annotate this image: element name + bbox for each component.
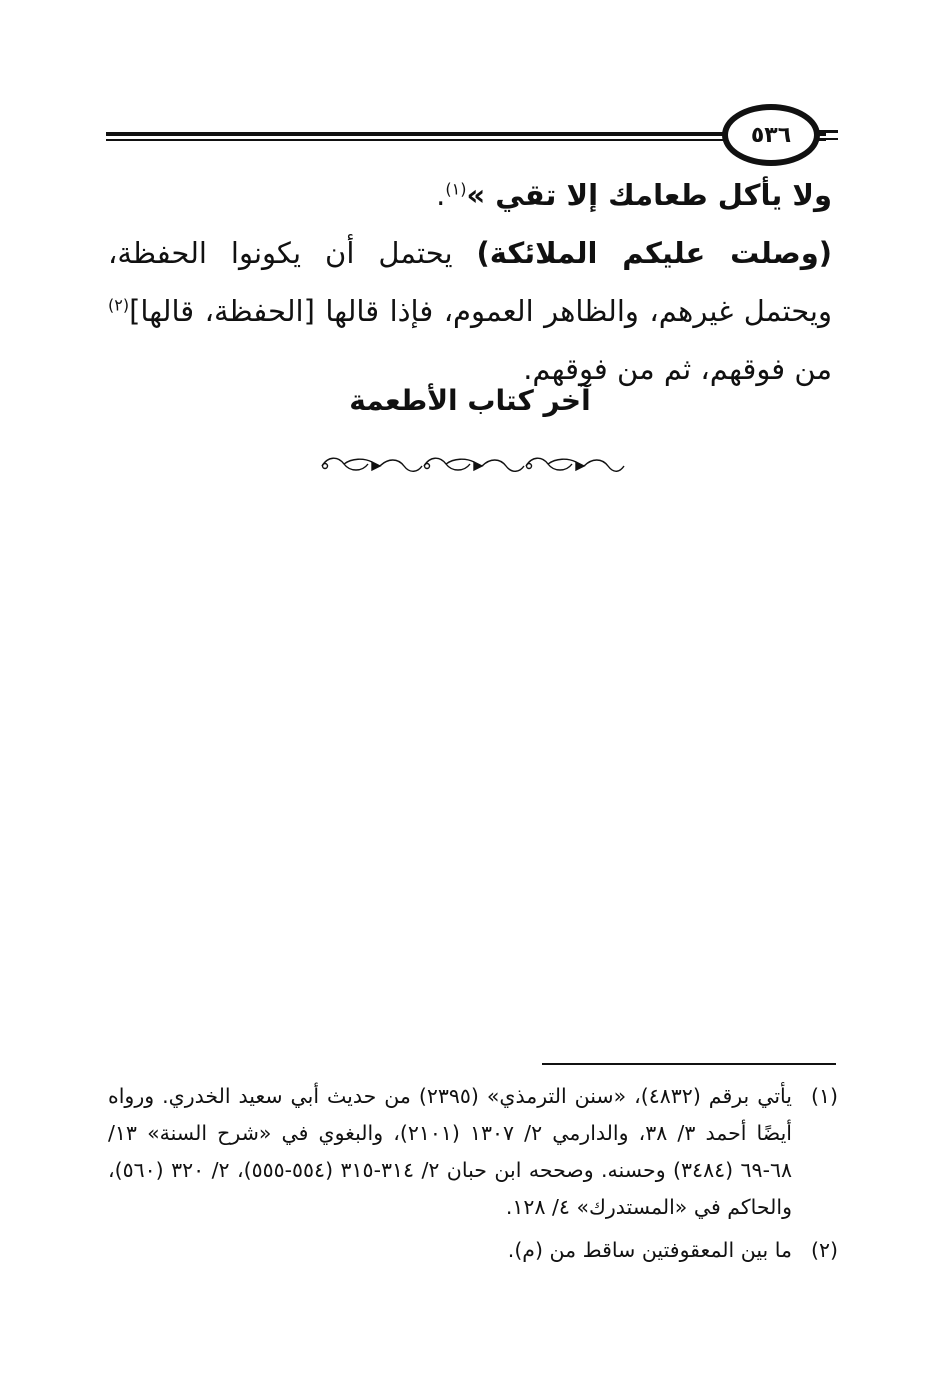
footnote-2 (108, 1232, 838, 1269)
line1-period: . (436, 178, 446, 212)
footnote-2-text: ما بين المعقوفتين ساقط من (م). (507, 1238, 792, 1262)
paragraph-1 (108, 166, 832, 224)
footnotes (108, 1078, 838, 1275)
footnote-2-number: (٢) (810, 1238, 838, 1262)
section-end-heading: آخر كتاب الأطعمة (349, 384, 591, 417)
footnote-1 (108, 1078, 838, 1226)
ornament-motif-center (424, 458, 524, 471)
ornament-divider (318, 452, 628, 480)
commentary-text-a: يحتمل أن يكونوا الحفظة، ويحتمل غيرهم، والظاهر العموم، فإذا قالها [الحفظة، قالها] (108, 236, 832, 328)
page-number: ٥٣٦ (750, 122, 792, 148)
footnote-ref-2: (٢) (108, 295, 130, 315)
footnote-1-number: (١) (810, 1084, 838, 1108)
footnote-ref-1: (١) (445, 179, 467, 199)
quoted-phrase: (وصلت عليكم الملائكة) (476, 236, 832, 270)
commentary-text-b: من فوقهم، ثم من فوقهم. (523, 352, 832, 386)
footnote-separator (542, 1063, 836, 1065)
hadith-quote-end: ولا يأكل طعامك إلا تقي » (466, 178, 832, 212)
header-rule (106, 126, 826, 148)
footnote-1-text: يأتي برقم (٤٨٣٢)، «سنن الترمذي» (٢٣٩٥) من حديث أبي سعيد الخدري. ورواه أيضًا أحمد ٣/ ٣٨، والدارمي ٢/ ١٣٠٧ (٢١٠١)، والبغوي في «شرح السنة» ١٣/ ٦٨-٦٩ (٣٤٨٤) وحسنه. وصححه ابن حبان ٢/ ٣١٤-٣١٥ (٥٥٤-٥٥٥)، ٢/ ٣٢٠ (٥٦٠)، والحاكم في «المستدرك» ٤/ ١٢٨. (108, 1084, 792, 1219)
header-rule-thin (106, 139, 826, 141)
header-rule-thick (106, 132, 826, 136)
ornament-motif-left (322, 458, 422, 471)
paragraph-2 (108, 224, 832, 398)
ornament-motif-right (526, 458, 624, 471)
page-number-badge (722, 104, 820, 166)
main-text (108, 166, 832, 398)
